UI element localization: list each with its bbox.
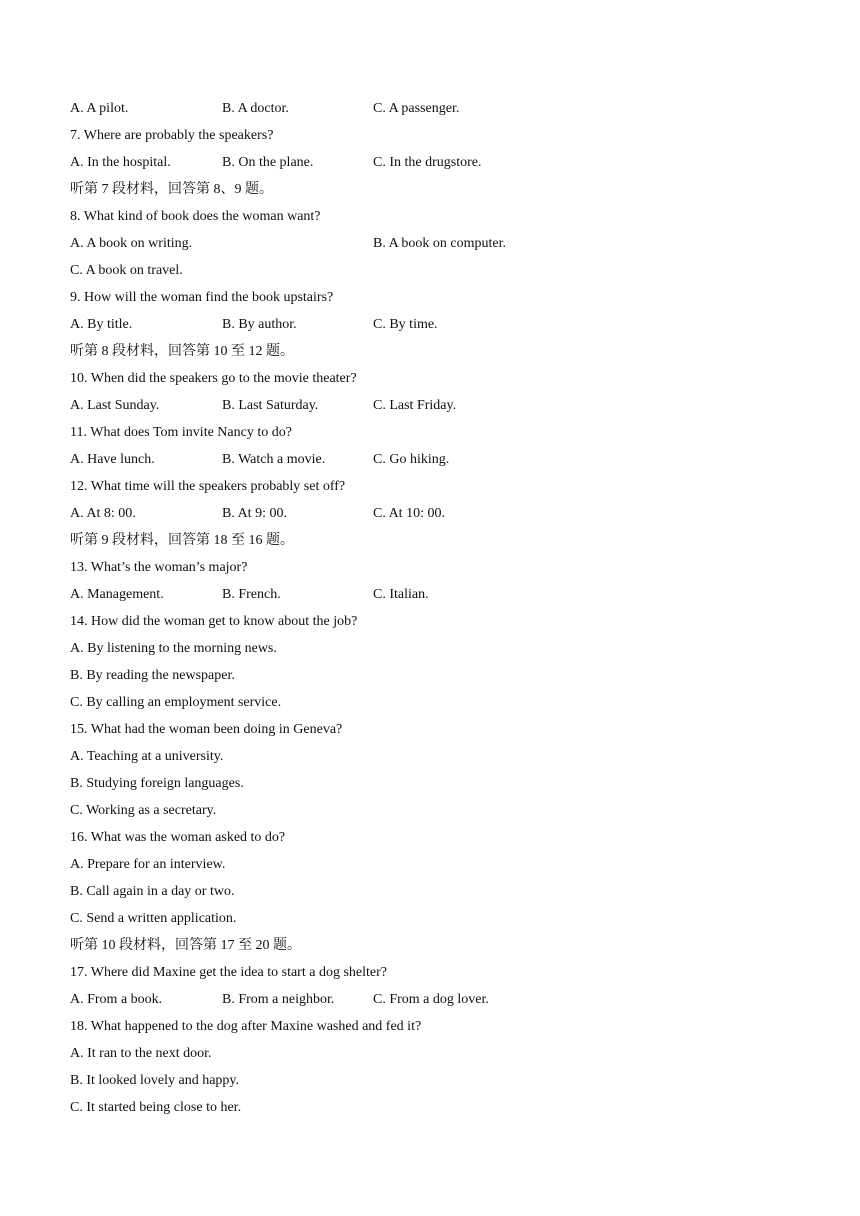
answer-option: C. By time.: [373, 317, 438, 332]
question-text: 7. Where are probably the speakers?: [70, 128, 274, 143]
option-row: [70, 311, 790, 338]
option-row: [70, 446, 790, 473]
option-row: [70, 149, 790, 176]
answer-option: B. From a neighbor.: [222, 992, 335, 1007]
option-row: [70, 581, 790, 608]
question-text: 9. How will the woman find the book upstairs?: [70, 290, 334, 305]
answer-option: B. French.: [222, 587, 281, 602]
question-text: 8. What kind of book does the woman want?: [70, 209, 321, 224]
document-page: [70, 95, 790, 1121]
option-row: [70, 986, 790, 1013]
answer-option: B. Studying foreign languages.: [70, 776, 244, 791]
answer-option: A. Prepare for an interview.: [70, 857, 226, 872]
answer-option: A. Management.: [70, 587, 164, 602]
answer-option: C. By calling an employment service.: [70, 695, 282, 710]
answer-option: B. A doctor.: [222, 101, 289, 116]
answer-option: B. Call again in a day or two.: [70, 884, 235, 899]
question-text: 14. How did the woman get to know about the job?: [70, 614, 358, 629]
answer-option: A. By listening to the morning news.: [70, 641, 277, 656]
answer-option: B. Last Saturday.: [222, 398, 319, 413]
question-text: 12. What time will the speakers probably set off?: [70, 479, 346, 494]
answer-option: C. In the drugstore.: [373, 155, 482, 170]
answer-option: A. Teaching at a university.: [70, 749, 224, 764]
answer-option: C. Go hiking.: [373, 452, 450, 467]
answer-option: C. From a dog lover.: [373, 992, 489, 1007]
answer-option: B. Watch a movie.: [222, 452, 326, 467]
answer-option: C. A book on travel.: [70, 263, 183, 278]
question-text: 18. What happened to the dog after Maxine washed and fed it?: [70, 1019, 422, 1034]
answer-option: C. A passenger.: [373, 101, 460, 116]
answer-option: A. In the hospital.: [70, 155, 171, 170]
answer-option: B. By author.: [222, 317, 297, 332]
answer-option: A. From a book.: [70, 992, 163, 1007]
section-instruction: 听第 7 段材料，回答第 8、9 题。: [70, 182, 273, 197]
question-text: 17. Where did Maxine get the idea to start a dog shelter?: [70, 965, 387, 980]
answer-option: C. Last Friday.: [373, 398, 457, 413]
answer-option: C. Working as a secretary.: [70, 803, 217, 818]
answer-option: C. At 10: 00.: [373, 506, 445, 521]
option-row: [70, 392, 790, 419]
answer-option: A. Last Sunday.: [70, 398, 160, 413]
question-text: 11. What does Tom invite Nancy to do?: [70, 425, 292, 440]
answer-option: A. By title.: [70, 317, 133, 332]
option-row: [70, 230, 790, 257]
section-instruction: 听第 10 段材料，回答第 17 至 20 题。: [70, 938, 301, 953]
answer-option: A. Have lunch.: [70, 452, 155, 467]
answer-option: B. By reading the newspaper.: [70, 668, 235, 683]
answer-option: C. Italian.: [373, 587, 429, 602]
question-text: 10. When did the speakers go to the movie theater?: [70, 371, 357, 386]
answer-option: C. It started being close to her.: [70, 1100, 242, 1115]
question-text: 13. What’s the woman’s major?: [70, 560, 248, 575]
answer-option: C. Send a written application.: [70, 911, 237, 926]
answer-option: A. A pilot.: [70, 101, 129, 116]
answer-option: B. It looked lovely and happy.: [70, 1073, 240, 1088]
option-row: [70, 500, 790, 527]
answer-option: A. A book on writing.: [70, 236, 193, 251]
section-instruction: 听第 8 段材料，回答第 10 至 12 题。: [70, 344, 294, 359]
answer-option: A. At 8: 00.: [70, 506, 136, 521]
answer-option: A. It ran to the next door.: [70, 1046, 212, 1061]
option-row: [70, 95, 790, 122]
section-instruction: 听第 9 段材料，回答第 18 至 16 题。: [70, 533, 294, 548]
answer-option: B. A book on computer.: [373, 236, 506, 251]
answer-option: B. At 9: 00.: [222, 506, 287, 521]
answer-option: B. On the plane.: [222, 155, 314, 170]
question-text: 16. What was the woman asked to do?: [70, 830, 286, 845]
question-text: 15. What had the woman been doing in Geneva?: [70, 722, 343, 737]
